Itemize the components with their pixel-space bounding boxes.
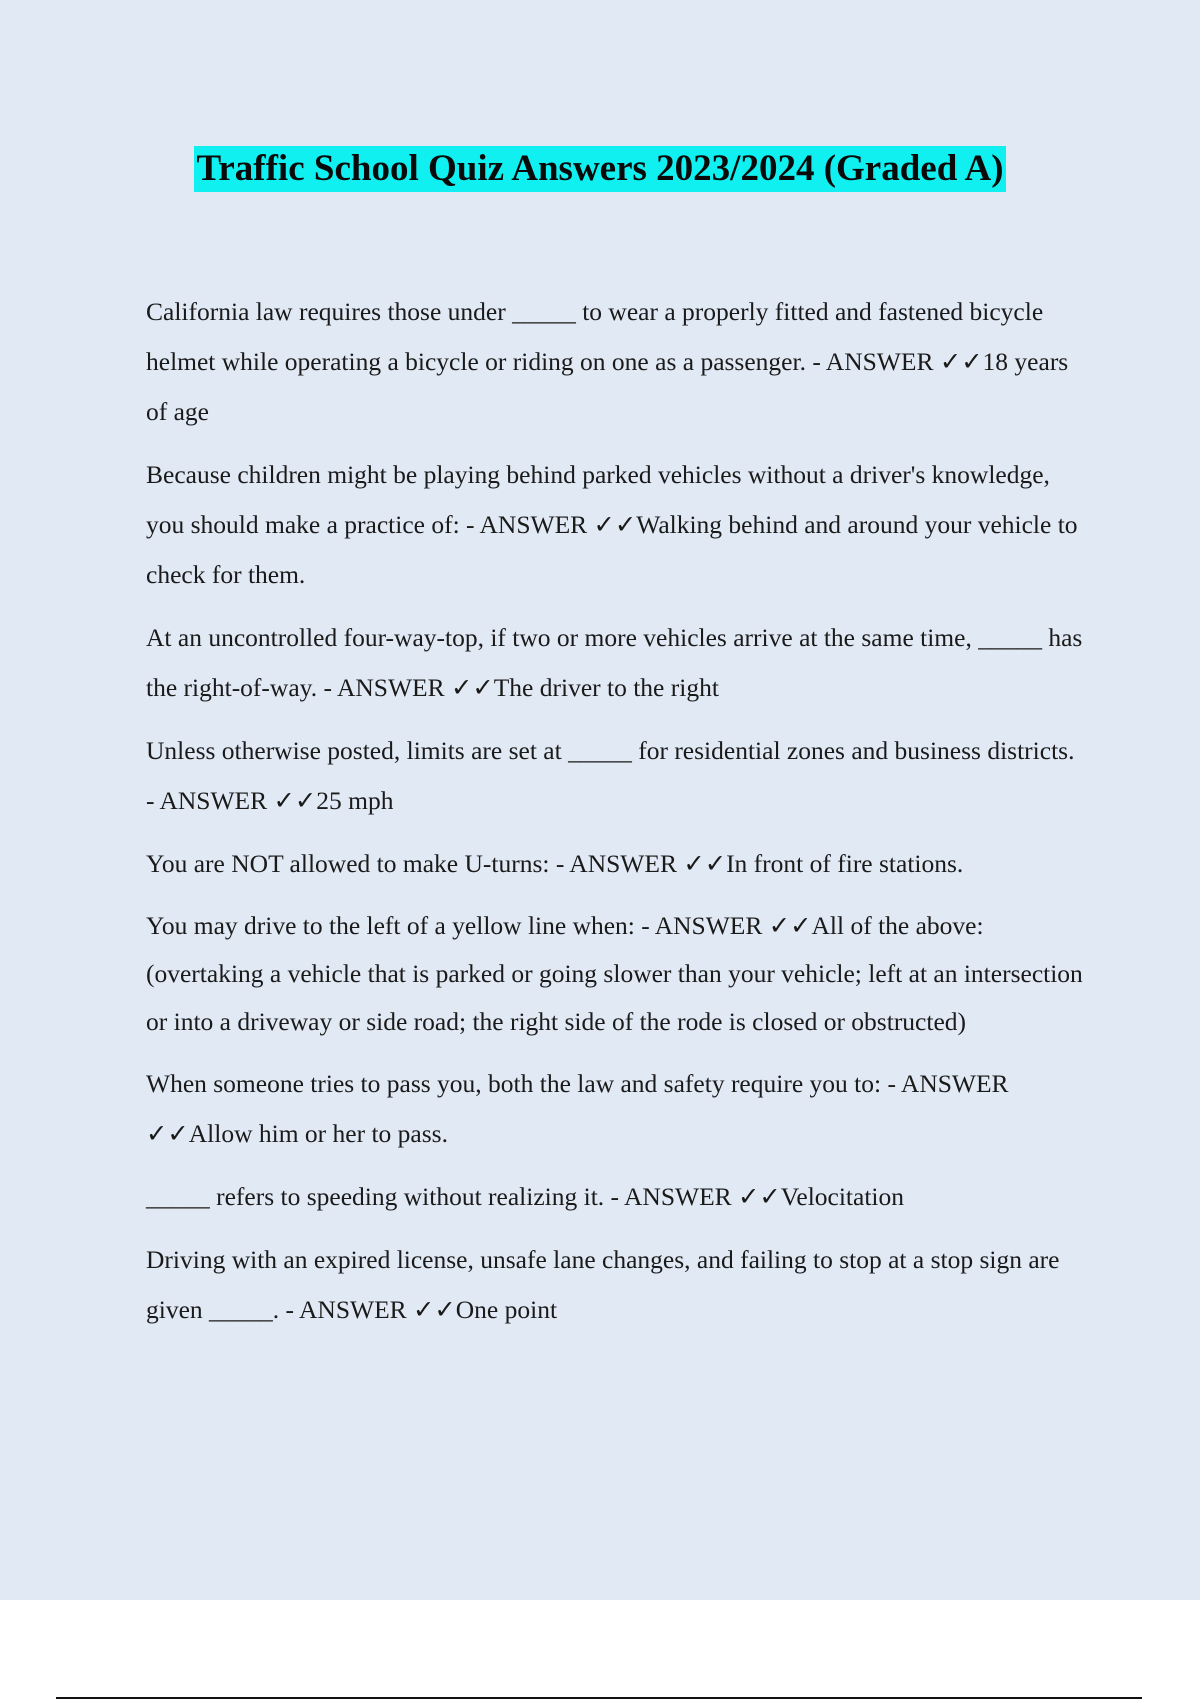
qa-item: Because children might be playing behind parked vehicles without a driver's knowledge, you should make a practice of: - ANSWER ✓✓Walking behind and around your vehicle to check for them. (146, 460, 1078, 589)
qa-item: At an uncontrolled four-way-top, if two or more vehicles arrive at the same time, _____ has the right-of-way. - ANSWER ✓✓The driver to the right (146, 623, 1083, 702)
qa-item: Driving with an expired license, unsafe lane changes, and failing to stop at a stop sign are given _____. - ANSWER ✓✓One point (146, 1245, 1060, 1324)
qa-item: You may drive to the left of a yellow line when: - ANSWER ✓✓All of the above: (overtaking a vehicle that is parked or going slower than your vehicle; left at an intersection or into a driveway or side road; the right side of the rode is closed or obstructed) (146, 911, 1083, 1036)
document-title: Traffic School Quiz Answers 2023/2024 (Graded A) (194, 146, 1005, 192)
qa-item: Unless otherwise posted, limits are set at _____ for residential zones and business districts. - ANSWER ✓✓25 mph (146, 736, 1075, 815)
title-container (0, 146, 1200, 192)
qa-item: California law requires those under _____ to wear a properly fitted and fastened bicycle helmet while operating a bicycle or riding on one as a passenger. - ANSWER ✓✓18 years of age (146, 297, 1069, 426)
qa-item: _____ refers to speeding without realizing it. - ANSWER ✓✓Velocitation (146, 1182, 905, 1211)
footer-divider (56, 1697, 1142, 1699)
qa-item: You are NOT allowed to make U-turns: - ANSWER ✓✓In front of fire stations. (146, 849, 964, 878)
qa-item: When someone tries to pass you, both the law and safety require you to: - ANSWER ✓✓Allow him or her to pass. (146, 1069, 1009, 1148)
qa-list (146, 287, 1086, 1348)
